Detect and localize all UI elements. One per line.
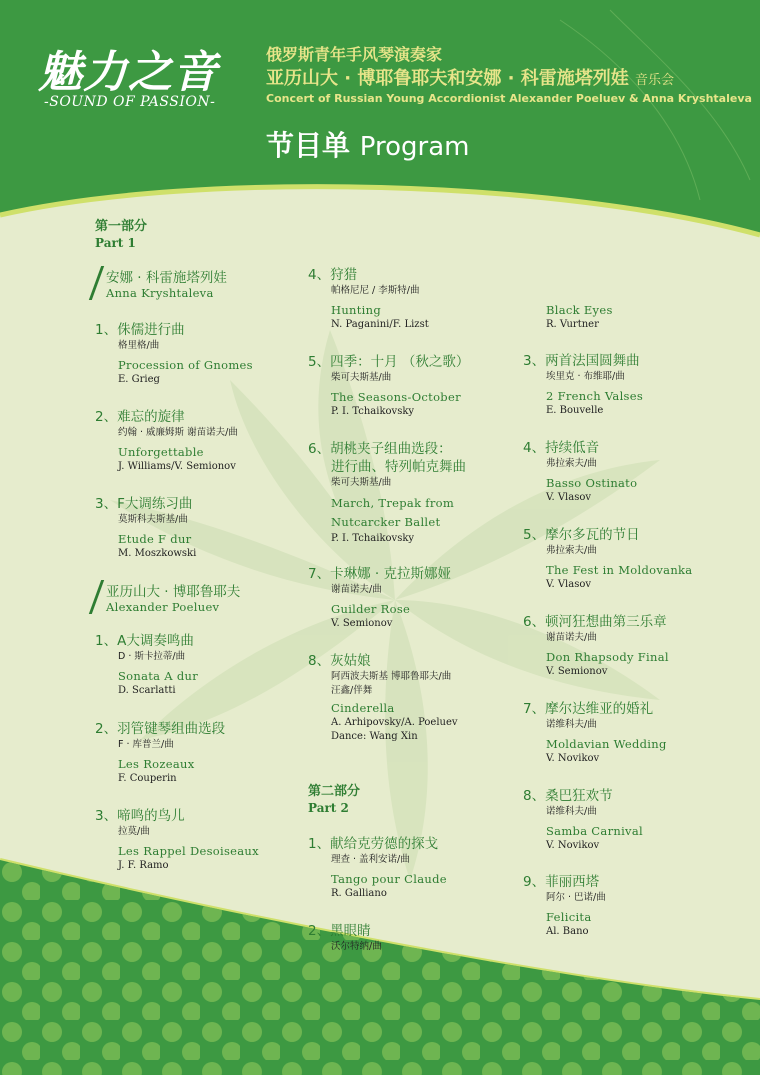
item-composer-cn: 莫斯科夫斯基/曲: [118, 514, 188, 525]
item-composer-cn: 柴可夫斯基/曲: [331, 477, 392, 488]
item-composer-cn: D · 斯卡拉蒂/曲: [118, 651, 186, 662]
header-performers: [266, 64, 674, 90]
item-composer-cn: 埃里克 · 布维耶/曲: [546, 371, 625, 382]
item-composer-cn: 诺维科夫/曲: [546, 806, 597, 817]
item-title-cn: 4、持续低音: [523, 440, 600, 456]
part2-cn: 第二部分: [308, 784, 361, 799]
item-title-cn: 4、狩猎: [308, 267, 358, 283]
item-composer-cn: 拉莫/曲: [118, 826, 150, 837]
item-title-cn: 6、胡桃夹子组曲选段：: [308, 441, 452, 457]
item-composer-en: E. Grieg: [118, 374, 160, 385]
item-title-cn: 3、F大调练习曲: [95, 496, 193, 512]
item-composer-en: P. I. Tchaikovsky: [331, 406, 415, 417]
item-composer-cn: 理查 · 盖利安诺/曲: [331, 854, 410, 865]
performer-alex-cn: 亚历山大 · 博耶鲁耶夫: [106, 584, 241, 600]
item-composer-cn: 谢苗诺夫/曲: [546, 632, 597, 643]
program-item: [95, 321, 253, 387]
part1-cn: 第一部分: [95, 219, 148, 234]
item-title-en: Unforgettable: [118, 445, 204, 459]
item-composer-en: V. Novikov: [546, 840, 600, 851]
item-composer-cn: 沃尔特纳/曲: [331, 941, 382, 952]
item-composer-en: D. Scarlatti: [118, 685, 176, 696]
item-composer-cn: 谢苗诺夫/曲: [331, 584, 382, 595]
item-title-cn: 2、羽管键琴组曲选段: [95, 721, 226, 737]
item-title-en: Moldavian Wedding: [546, 737, 667, 751]
item-title-en: The Fest in Moldovanka: [546, 563, 693, 577]
item-composer-en: V. Vlasov: [546, 492, 592, 503]
item-composer-en: V. Novikov: [546, 753, 600, 764]
item-title-en: The Seasons-October: [331, 390, 461, 404]
header-subtitle: 俄罗斯青年手风琴演奏家: [266, 45, 443, 64]
program-item: [95, 807, 259, 873]
performer-alex-en: Alexander Poeluev: [106, 600, 220, 614]
item-composer-en: R. Vurtner: [546, 319, 599, 330]
item-title-en: Les Rappel Desoiseaux: [118, 844, 259, 858]
header-performers-names: 亚历山大 · 博耶鲁耶夫和安娜 · 科雷施塔列娃: [266, 68, 629, 89]
item-dancer-cn: 汪鑫/伴舞: [331, 685, 373, 696]
item-composer-cn: 阿尔 · 巴诺/曲: [546, 892, 606, 903]
item-composer-cn: 帕格尼尼 / 李斯特/曲: [331, 285, 420, 296]
item-composer-en: E. Bouvelle: [546, 405, 604, 416]
item-title-en: Les Rozeaux: [118, 757, 195, 771]
item-title-cn: 2、黑眼睛: [308, 923, 371, 939]
item-composer-en: Al. Bano: [546, 926, 589, 937]
item-title-cn: 5、摩尔多瓦的节日: [523, 527, 640, 543]
program-item: [95, 408, 238, 474]
page-title: [266, 124, 469, 164]
performer-anna-cn: 安娜 · 科雷施塔列娃: [106, 270, 227, 286]
header: [0, 0, 760, 200]
program-item-continued: [523, 302, 613, 332]
performer-alex: [95, 580, 240, 615]
item-title-en: Don Rhapsody Final: [546, 650, 669, 664]
part1-heading: [95, 219, 147, 251]
performer-anna-en: Anna Kryshtaleva: [106, 286, 214, 300]
item-title-en: Black Eyes: [546, 303, 613, 317]
program-item: [95, 632, 198, 698]
program-item: [523, 787, 643, 853]
item-composer-cn: 约翰 · 威廉姆斯 谢苗诺夫/曲: [118, 427, 238, 438]
item-composer-en: P. I. Tchaikovsky: [331, 533, 415, 544]
program-item: [95, 495, 196, 561]
item-title-en: 2 French Valses: [546, 389, 644, 403]
item-composer-en: V. Vlasov: [546, 579, 592, 590]
item-title-en: Basso Ostinato: [546, 476, 638, 490]
item-composer-en: V. Semionov: [331, 618, 393, 629]
item-title-cn: 1、A大调奏鸣曲: [95, 633, 194, 649]
item-title-cn: 5、四季：十月 （秋之歌）: [308, 354, 470, 370]
program-item: [308, 440, 466, 546]
item-title-cn: 2、难忘的旋律: [95, 409, 185, 425]
program-item: [308, 652, 458, 744]
part2-en: Part 2: [308, 801, 349, 815]
item-composer-en: J. Williams/V. Semionov: [118, 461, 236, 472]
program-item: [523, 613, 669, 679]
item-title-cn: 3、两首法国圆舞曲: [523, 353, 640, 369]
page-title-cn: 节目单: [266, 129, 351, 162]
item-title-en: Etude F dur: [118, 532, 192, 546]
program-item: [523, 873, 606, 939]
item-title-cn: 3、啼鸣的鸟儿: [95, 808, 185, 824]
item-composer-cn: 诺维科夫/曲: [546, 719, 597, 730]
part2-heading: [308, 784, 360, 816]
program-item: [308, 922, 382, 954]
item-title-cn: 6、顿河狂想曲第三乐章: [523, 614, 667, 630]
program-item: [308, 565, 451, 631]
program-item: [308, 835, 447, 901]
item-composer-en: F. Couperin: [118, 773, 177, 784]
logo-subtitle: -SOUND OF PASSION-: [44, 94, 216, 110]
logo-title: 魅力之音: [38, 47, 218, 98]
item-composer-en: V. Semionov: [546, 666, 608, 677]
program-item: [308, 353, 469, 419]
item-composer-en: M. Moszkowski: [118, 548, 197, 559]
item-title-cn: 8、灰姑娘: [308, 653, 371, 669]
item-title-en: Hunting: [331, 303, 382, 317]
item-title-en: Sonata A dur: [118, 669, 199, 683]
item-title-cn: 7、摩尔达维亚的婚礼: [523, 701, 654, 717]
item-title-en: March, Trepak from: [331, 496, 455, 510]
item-title-cn: 7、卡琳娜 · 克拉斯娜娅: [308, 566, 451, 582]
item-title-en: Cinderella: [331, 701, 395, 715]
program-item: [523, 700, 667, 766]
item-title-cn: 9、菲丽西塔: [523, 874, 600, 890]
item-composer-cn: 阿西波夫斯基 博耶鲁耶夫/曲: [331, 671, 452, 682]
item-composer-en: N. Paganini/F. Lizst: [331, 319, 429, 330]
item-title-en: Procession of Gnomes: [118, 358, 253, 372]
item-title-cn: 1、侏儒进行曲: [95, 322, 185, 338]
item-title-cn: 1、献给克劳德的探戈: [308, 836, 439, 852]
program-item: [523, 352, 643, 418]
item-composer-cn: 弗拉索夫/曲: [546, 545, 597, 556]
program-item: [523, 439, 637, 505]
item-composer-cn: F · 库普兰/曲: [118, 739, 174, 750]
program-item: [308, 266, 429, 332]
item-composer-en: A. Arhipovsky/A. Poeluev: [331, 717, 458, 728]
part1-en: Part 1: [95, 236, 136, 250]
item-composer-cn: 弗拉索夫/曲: [546, 458, 597, 469]
program-item: [523, 526, 692, 592]
program-item: [95, 720, 225, 786]
item-title-en: Felicita: [546, 910, 592, 924]
item-title-cn-line2: 进行曲、特列帕克舞曲: [331, 459, 466, 475]
header-concert-label: 音乐会: [635, 73, 675, 88]
page-title-en: Program: [359, 132, 470, 162]
item-title-en: Tango pour Claude: [331, 872, 447, 886]
item-composer-en: R. Galliano: [331, 888, 387, 899]
item-title-en: Guilder Rose: [331, 602, 411, 616]
item-composer-cn: 格里格/曲: [118, 340, 160, 351]
item-dancer-en: Dance: Wang Xin: [331, 731, 418, 742]
header-english: Concert of Russian Young Accordionist Alexander Poeluev & Anna Kryshtaleva: [266, 92, 752, 105]
item-title-cn: 8、桑巴狂欢节: [523, 788, 613, 804]
performer-anna: [95, 266, 227, 301]
item-composer-cn: 柴可夫斯基/曲: [331, 372, 392, 383]
item-composer-en: J. F. Ramo: [118, 860, 169, 871]
item-title-en-line2: Nutcarcker Ballet: [331, 515, 441, 529]
item-title-en: Samba Carnival: [546, 824, 643, 838]
